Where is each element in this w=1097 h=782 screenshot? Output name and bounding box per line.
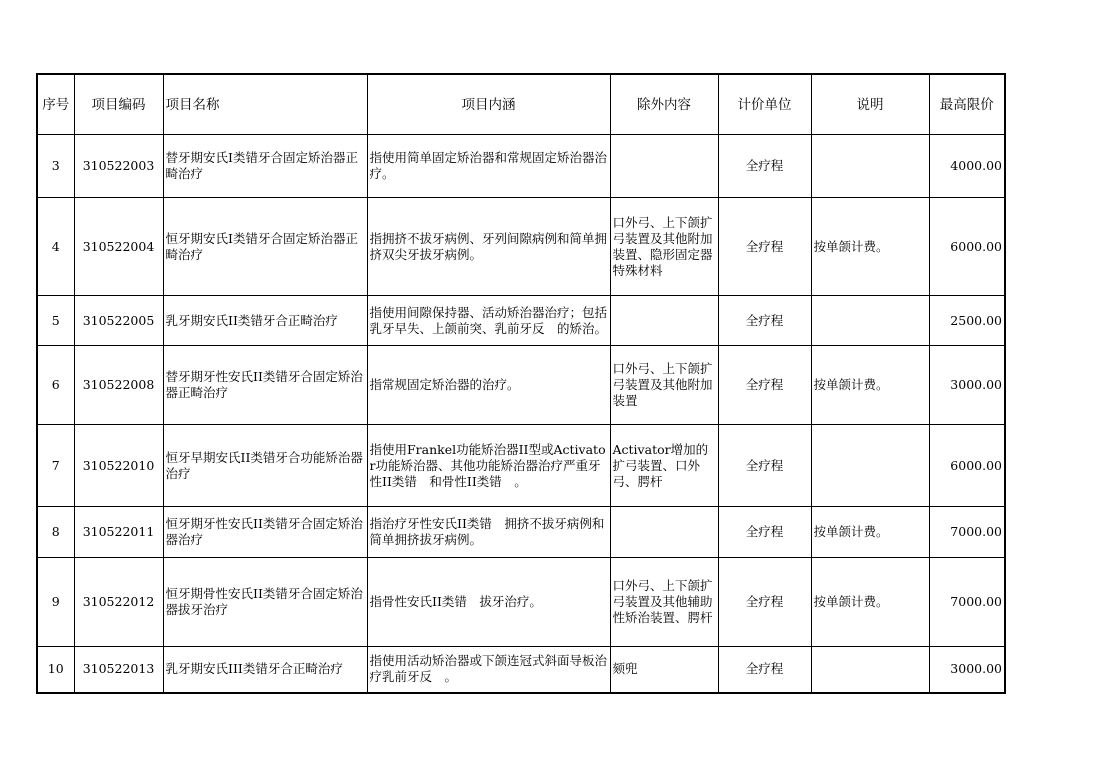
cell-no: 7 [37, 425, 74, 507]
cell-note: 按单颌计费。 [811, 507, 929, 558]
header-content: 项目内涵 [367, 74, 610, 135]
cell-price: 6000.00 [929, 425, 1005, 507]
table-row [37, 346, 1005, 425]
cell-note [811, 425, 929, 507]
cell-no: 9 [37, 558, 74, 647]
cell-note: 按单颌计费。 [811, 558, 929, 647]
cell-excluded: 口外弓、上下颌扩弓装置及其他附加装置 [610, 346, 718, 425]
cell-name: 恒牙早期安氏II类错牙合功能矫治器治疗 [163, 425, 367, 507]
cell-name: 乳牙期安氏III类错牙合正畸治疗 [163, 647, 367, 693]
table-body [37, 135, 1005, 693]
cell-code: 310522011 [74, 507, 163, 558]
cell-note: 按单颌计费。 [811, 198, 929, 296]
cell-content: 指使用间隙保持器、活动矫治器治疗；包括乳牙早失、上颌前突、乳前牙反 的矫治。 [367, 296, 610, 346]
cell-no: 8 [37, 507, 74, 558]
cell-note: 按单颌计费。 [811, 346, 929, 425]
cell-content: 指使用活动矫治器或下颌连冠式斜面导板治疗乳前牙反 。 [367, 647, 610, 693]
cell-content: 指骨性安氏II类错 拔牙治疗。 [367, 558, 610, 647]
cell-price: 7000.00 [929, 558, 1005, 647]
cell-note [811, 296, 929, 346]
header-excluded: 除外内容 [610, 74, 718, 135]
cell-code: 310522013 [74, 647, 163, 693]
cell-code: 310522012 [74, 558, 163, 647]
table-row [37, 198, 1005, 296]
cell-price: 4000.00 [929, 135, 1005, 198]
cell-unit: 全疗程 [718, 425, 811, 507]
header-price: 最高限价 [929, 74, 1005, 135]
cell-no: 6 [37, 346, 74, 425]
cell-name: 替牙期牙性安氏II类错牙合固定矫治器正畸治疗 [163, 346, 367, 425]
cell-price: 7000.00 [929, 507, 1005, 558]
cell-no: 10 [37, 647, 74, 693]
cell-code: 310522003 [74, 135, 163, 198]
cell-note [811, 647, 929, 693]
header-name: 项目名称 [163, 74, 367, 135]
cell-excluded [610, 296, 718, 346]
cell-price: 3000.00 [929, 346, 1005, 425]
cell-name: 恒牙期牙性安氏II类错牙合固定矫治器治疗 [163, 507, 367, 558]
cell-unit: 全疗程 [718, 558, 811, 647]
cell-excluded: 口外弓、上下颌扩弓装置及其他附加装置、隐形固定器特殊材料 [610, 198, 718, 296]
cell-unit: 全疗程 [718, 198, 811, 296]
cell-excluded: 口外弓、上下颌扩弓装置及其他辅助性矫治装置、腭杆 [610, 558, 718, 647]
table-row [37, 647, 1005, 693]
table-row [37, 507, 1005, 558]
cell-content: 指使用简单固定矫治器和常规固定矫治器治疗。 [367, 135, 610, 198]
cell-excluded: Activator增加的扩弓装置、口外弓、腭杆 [610, 425, 718, 507]
table-row [37, 135, 1005, 198]
cell-price: 6000.00 [929, 198, 1005, 296]
cell-excluded [610, 135, 718, 198]
cell-code: 310522004 [74, 198, 163, 296]
cell-no: 5 [37, 296, 74, 346]
cell-name: 恒牙期骨性安氏II类错牙合固定矫治器拔牙治疗 [163, 558, 367, 647]
cell-price: 2500.00 [929, 296, 1005, 346]
cell-code: 310522010 [74, 425, 163, 507]
cell-content: 指使用Frankel功能矫治器II型或Activator功能矫治器、其他功能矫治器治疗严重牙性II类错 和骨性II类错 。 [367, 425, 610, 507]
header-note: 说明 [811, 74, 929, 135]
cell-name: 替牙期安氏I类错牙合固定矫治器正畸治疗 [163, 135, 367, 198]
cell-name: 乳牙期安氏II类错牙合正畸治疗 [163, 296, 367, 346]
table-row [37, 558, 1005, 647]
cell-no: 3 [37, 135, 74, 198]
cell-content: 指常规固定矫治器的治疗。 [367, 346, 610, 425]
table-row [37, 425, 1005, 507]
cell-unit: 全疗程 [718, 296, 811, 346]
table-row [37, 296, 1005, 346]
cell-unit: 全疗程 [718, 135, 811, 198]
header-unit: 计价单位 [718, 74, 811, 135]
header-row [37, 74, 1005, 135]
cell-code: 310522008 [74, 346, 163, 425]
cell-no: 4 [37, 198, 74, 296]
header-no: 序号 [37, 74, 74, 135]
cell-unit: 全疗程 [718, 647, 811, 693]
cell-name: 恒牙期安氏I类错牙合固定矫治器正畸治疗 [163, 198, 367, 296]
cell-price: 3000.00 [929, 647, 1005, 693]
price-table [36, 73, 1006, 694]
table-header [37, 74, 1005, 135]
cell-content: 指治疗牙性安氏II类错 拥挤不拔牙病例和简单拥挤拔牙病例。 [367, 507, 610, 558]
cell-unit: 全疗程 [718, 507, 811, 558]
cell-excluded [610, 507, 718, 558]
header-code: 项目编码 [74, 74, 163, 135]
cell-content: 指拥挤不拔牙病例、牙列间隙病例和简单拥挤双尖牙拔牙病例。 [367, 198, 610, 296]
cell-excluded: 颏兜 [610, 647, 718, 693]
cell-code: 310522005 [74, 296, 163, 346]
cell-note [811, 135, 929, 198]
cell-unit: 全疗程 [718, 346, 811, 425]
